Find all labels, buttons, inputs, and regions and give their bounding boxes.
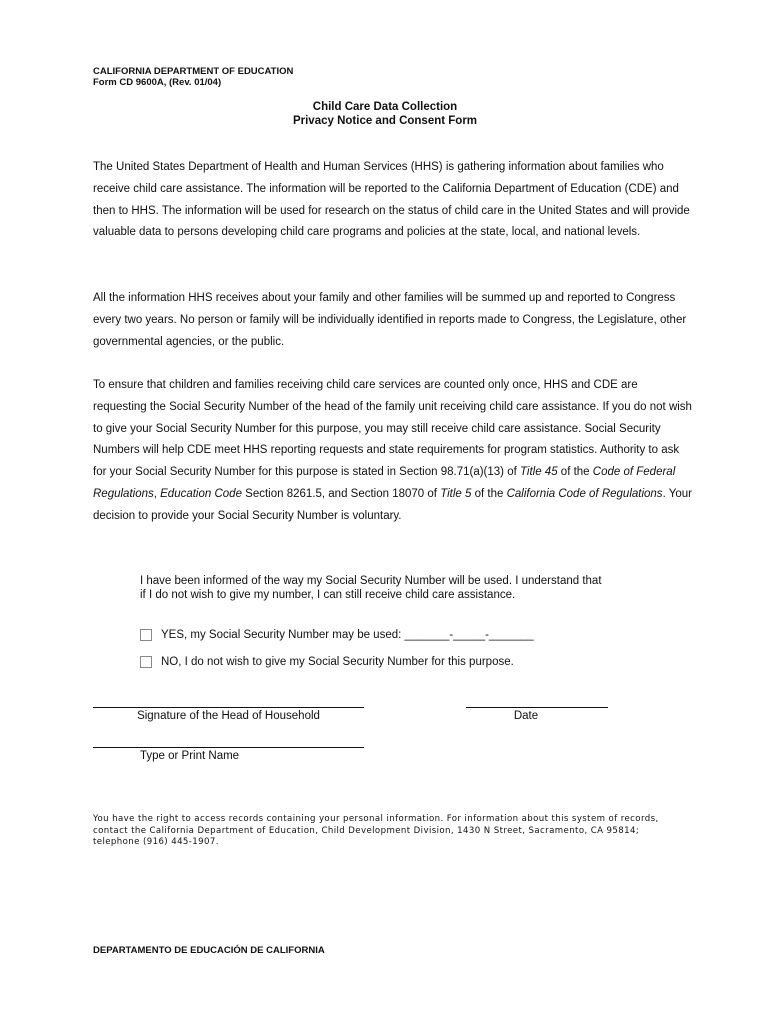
- signature-label: Signature of the Head of Household: [137, 710, 320, 722]
- ssn-text-a: To ensure that children and families receiving child care services are counted only once, HHS and CDE are requesting the Social Security Number of the head of the family unit receiving child care assistance. If you do not wish to give your Social Security Number for this purpose, you may still receive child care assistance. Social Security Numbers will help CDE meet HHS reporting requests and state requirements for program statistics. Authority to ask for your Social Security Number for this purpose is stated in Section 98.71(a)(13) of: [93, 379, 692, 479]
- title-line-2: Privacy Notice and Consent Form: [292, 115, 478, 127]
- ssn-text-title45: Title 45: [519, 466, 558, 479]
- paragraph-hhs-info: The United States Department of Health and Human Services (HHS) is gathering information about families who receive child care assistance. The information will be reported to the California Department of Education (CDE) and then to HHS. The information will be used for research on the status of child care in the United States and will provide valuable data to persons developing child care programs and policies at the state, local, and national levels.: [93, 161, 690, 239]
- agency-header: [93, 66, 293, 88]
- form-title: [0, 100, 770, 128]
- ssn-text-education-code: Education Code: [160, 487, 242, 500]
- ssn-text-cfr: Code of Federal Regulations: [93, 466, 676, 500]
- spanish-agency-header: DEPARTAMENTO DE EDUCACIÓN DE CALIFORNIA: [93, 945, 325, 956]
- ssn-text-i: of the: [471, 487, 507, 500]
- ssn-text-k: . Your decision to provide your Social Security Number is voluntary.: [93, 487, 692, 522]
- consent-statement: I have been informed of the way my Social Security Number will be used. I understand that if I do not wish to give my number, I can still receive child care assistance.: [140, 575, 602, 601]
- paragraph-reporting: All the information HHS receives about your family and other families will be summed up and reported to Congress every two years. No person or family will be individually identified in reports made to Congress, the Legislature, other governmental agencies, or the public.: [93, 292, 687, 348]
- date-line[interactable]: [466, 707, 608, 708]
- signature-line[interactable]: [93, 707, 364, 708]
- yes-label: YES, my Social Security Number may be used: _______-_____-_______: [161, 629, 534, 641]
- title-line-1: Child Care Data Collection: [312, 101, 458, 113]
- yes-option[interactable]: [140, 628, 534, 642]
- date-label: Date: [513, 710, 539, 722]
- form-id: Form CD 9600A, (Rev. 01/04): [93, 77, 222, 88]
- ssn-text-e: ,: [153, 487, 161, 500]
- no-checkbox[interactable]: [140, 656, 152, 668]
- ssn-text-g: Section 8261.5, and Section 18070 of: [241, 487, 441, 500]
- paragraph-ssn-authority: [93, 375, 693, 528]
- yes-checkbox[interactable]: [140, 629, 152, 641]
- ssn-text-c: of the: [557, 466, 593, 479]
- no-label: NO, I do not wish to give my Social Security Number for this purpose.: [161, 656, 514, 668]
- privacy-footer: You have the right to access records containing your personal information. For information about this system of records, contact the California Department of Education, Child Development Division, 1430 N Street, Sacramento, CA 95814; telephone (916) 445-1907.: [93, 814, 659, 847]
- print-name-label: Type or Print Name: [140, 750, 240, 762]
- print-name-line[interactable]: [93, 747, 364, 748]
- ssn-text-ccr: California Code of Regulations: [506, 487, 663, 500]
- agency-name: CALIFORNIA DEPARTMENT OF EDUCATION: [93, 66, 294, 77]
- no-option[interactable]: [140, 655, 514, 669]
- ssn-text-title5: Title 5: [440, 487, 472, 500]
